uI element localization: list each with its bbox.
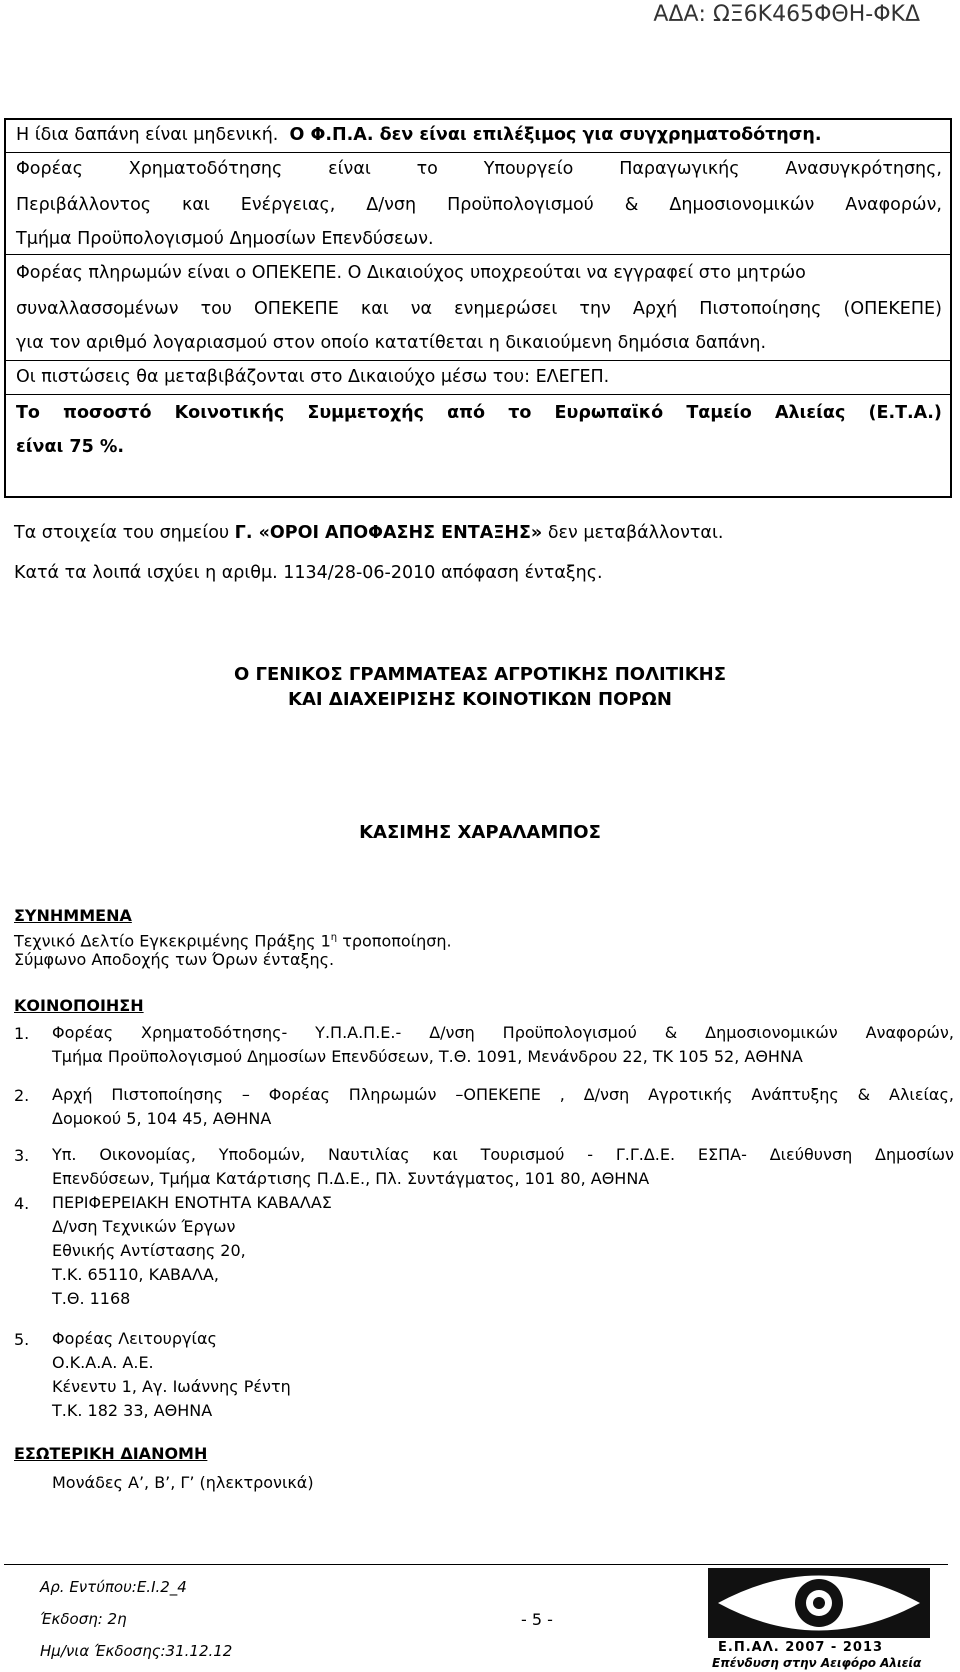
text: τροποποίηση. xyxy=(337,931,452,951)
issue-date: Ημ/νια Έκδοσης:31.12.12 xyxy=(40,1642,233,1660)
word: Το xyxy=(16,403,40,423)
notify-item-4-line-3: Εθνικής Αντίστασης 20, xyxy=(52,1241,246,1260)
vat-note: Ο Φ.Π.Α. δεν είναι επιλέξιμος για συγχρηματοδότηση. xyxy=(289,125,822,145)
word: Παραγωγικής xyxy=(619,159,740,179)
word: Δ/νση xyxy=(429,1023,475,1042)
decision-ref: Κατά τα λοιπά ισχύει η αριθμ. 1134/28-06-2010 απόφαση ένταξης. xyxy=(14,563,603,583)
text: Ο Δικαιούχος υποχρεούται να εγγραφεί στο μητρώο xyxy=(347,263,806,283)
word: Αναφορών, xyxy=(845,195,942,215)
word: Δημοσιονομικών xyxy=(669,195,815,215)
logo-line-2: Επένδυση στην Αειφόρο Αλιεία xyxy=(712,1656,922,1670)
text: Η ίδια δαπάνη είναι μηδενική. xyxy=(16,125,279,145)
word: Πληρωμών xyxy=(348,1085,437,1104)
word: το xyxy=(508,403,532,423)
word: ενημερώσει xyxy=(454,299,558,319)
box-line-3 xyxy=(16,194,942,216)
box-line-4: Τμήμα Προϋπολογισμού Δημοσίων Επενδύσεων. xyxy=(16,229,434,249)
word: Οικονομίας, xyxy=(99,1145,196,1164)
word: Διεύθυνση xyxy=(769,1145,853,1164)
box-line-1 xyxy=(16,124,822,146)
word: Υπ. xyxy=(52,1145,77,1164)
word: Ανάπτυξης xyxy=(751,1085,839,1104)
signatory-name: ΚΑΣΙΜΗΣ ΧΑΡΑΛΑΜΠΟΣ xyxy=(359,822,601,843)
notify-item-5-line-3: Κένεντυ 1, Αγ. Ιωάννης Ρέντη xyxy=(52,1377,291,1396)
word: Φορέας xyxy=(268,1085,330,1104)
word: την xyxy=(579,299,611,319)
word: ΕΣΠΑ- xyxy=(697,1145,747,1164)
text: Τα στοιχεία του σημείου xyxy=(14,523,230,543)
word: και xyxy=(432,1145,458,1164)
list-number: 5. xyxy=(14,1330,30,1349)
attachment-1 xyxy=(14,928,452,951)
edition: Έκδοση: 2η xyxy=(40,1610,127,1628)
box-line-6 xyxy=(16,298,942,320)
section-ref: Γ. «ΟΡΟΙ ΑΠΟΦΑΣΗΣ ΕΝΤΑΞΗΣ» xyxy=(234,523,543,543)
word: Χρηματοδότησης xyxy=(128,159,283,179)
word: Φορέας xyxy=(52,1023,114,1042)
notify-item-3-line-2: Επενδύσεων, Τμήμα Κατάρτισης Π.Δ.Ε., Πλ. Συντάγματος, 101 80, ΑΘΗΝΑ xyxy=(52,1169,650,1188)
word: ποσοστό xyxy=(63,403,152,423)
list-number: 3. xyxy=(14,1146,30,1165)
word: - xyxy=(587,1145,593,1164)
signatory-title-1: Ο ΓΕΝΙΚΟΣ ΓΡΑΜΜΑΤΕΑΣ ΑΓΡΟΤΙΚΗΣ ΠΟΛΙΤΙΚΗΣ xyxy=(233,664,727,685)
word: (ΟΠΕΚΕΠΕ) xyxy=(843,299,942,319)
notify-item-4-line-4: Τ.Κ. 65110, ΚΑΒΑΛΑ, xyxy=(52,1265,219,1284)
signatory-title-2: ΚΑΙ ΔΙΑΧΕΙΡΙΣΗΣ ΚΟΙΝΟΤΙΚΩΝ ΠΟΡΩΝ xyxy=(288,689,672,710)
box-line-7: για τον αριθμό λογαριασμού στον οποίο κατατίθεται η δικαιούμενη δημόσια δαπάνη. xyxy=(16,333,767,353)
word: & xyxy=(664,1023,678,1042)
word: είναι xyxy=(328,159,371,179)
eye-logo-icon xyxy=(708,1568,930,1638)
box-line-9 xyxy=(16,402,942,424)
notify-item-1-line-1 xyxy=(52,1022,954,1044)
word: Δημοσίων xyxy=(875,1145,954,1164)
word: Αλιείας xyxy=(774,403,846,423)
word: Αρχή xyxy=(52,1085,93,1104)
list-number: 2. xyxy=(14,1086,30,1105)
word: Κοινοτικής xyxy=(174,403,285,423)
form-number: Αρ. Εντύπου:Ε.Ι.2_4 xyxy=(40,1578,187,1596)
word: Γ.Γ.Δ.Ε. xyxy=(615,1145,676,1164)
word: Φορέας xyxy=(16,159,83,179)
word: συναλλασσομένων xyxy=(16,299,179,319)
word: & xyxy=(857,1085,871,1104)
word: Αναφορών, xyxy=(865,1023,954,1042)
word: & xyxy=(624,195,639,215)
word: Ευρωπαϊκό xyxy=(554,403,664,423)
notify-item-2-line-1 xyxy=(52,1084,954,1106)
word: Δ/νση xyxy=(583,1085,630,1104)
word: Ανασυγκρότησης, xyxy=(785,159,942,179)
notify-item-1-line-2: Τμήμα Προϋπολογισμού Δημοσίων Επενδύσεων, Τ.Θ. 1091, Μενάνδρου 22, ΤΚ 105 52, ΑΘΗΝΑ xyxy=(52,1047,803,1066)
word: Υποδομών, xyxy=(218,1145,306,1164)
notify-item-3-line-1 xyxy=(52,1144,954,1166)
divider xyxy=(6,394,950,395)
notify-item-2-line-2: Δομοκού 5, 104 45, ΑΘΗΝΑ xyxy=(52,1109,272,1128)
superscript: η xyxy=(330,932,338,943)
word: (Ε.Τ.Α.) xyxy=(868,403,942,423)
notify-item-5-line-1: Φορέας Λειτουργίας xyxy=(52,1329,217,1348)
notify-item-5-line-2: Ο.Κ.Α.Α. Α.Ε. xyxy=(52,1353,154,1372)
notify-heading: ΚΟΙΝΟΠΟΙΗΣΗ xyxy=(14,996,144,1015)
word: Πιστοποίησης xyxy=(111,1085,224,1104)
word: Υ.Π.Α.Π.Ε.- xyxy=(315,1023,402,1042)
word: Πιστοποίησης xyxy=(699,299,822,319)
footer-divider xyxy=(4,1564,948,1565)
word: Δ/νση xyxy=(366,195,417,215)
notify-item-4-line-1: ΠΕΡΙΦΕΡΕΙΑΚΗ ΕΝΟΤΗΤΑ ΚΑΒΑΛΑΣ xyxy=(52,1193,332,1212)
word: Ναυτιλίας xyxy=(327,1145,410,1164)
word: – xyxy=(241,1085,250,1104)
word: Προϋπολογισμού xyxy=(502,1023,637,1042)
box-line-2 xyxy=(16,158,942,180)
attachment-2: Σύμφωνο Αποδοχής των Όρων ένταξης. xyxy=(14,950,335,969)
divider xyxy=(6,152,950,153)
list-number: 1. xyxy=(14,1024,30,1043)
word: –ΟΠΕΚΕΠΕ xyxy=(455,1085,541,1104)
word: Υπουργείο xyxy=(483,159,574,179)
internal-heading: ΕΣΩΤΕΡΙΚΗ ΔΙΑΝΟΜΗ xyxy=(14,1444,208,1463)
notify-item-4-line-5: Τ.Θ. 1168 xyxy=(52,1289,131,1308)
box-line-5 xyxy=(16,262,806,284)
word: Περιβάλλοντος xyxy=(16,195,152,215)
word: ΟΠΕΚΕΠΕ xyxy=(254,299,339,319)
word: να xyxy=(410,299,433,319)
text: Τεχνικό Δελτίο Εγκεκριμένης Πράξης 1 xyxy=(14,931,331,951)
info-box xyxy=(4,118,952,498)
word: Δημοσιονομικών xyxy=(705,1023,838,1042)
word: Χρηματοδότησης- xyxy=(141,1023,288,1042)
notify-item-4-line-2: Δ/νση Τεχνικών Έργων xyxy=(52,1217,236,1236)
notify-item-5-line-4: Τ.Κ. 182 33, ΑΘΗΝΑ xyxy=(52,1401,213,1420)
ada-code: ΑΔΑ: ΩΞ6Κ465ΦΘΗ-ΦΚΔ xyxy=(653,2,920,27)
word: Ταμείο xyxy=(686,403,752,423)
word: Προϋπολογισμού xyxy=(447,195,594,215)
divider xyxy=(6,360,950,361)
box-line-8: Οι πιστώσεις θα μεταβιβάζονται στο Δικαιούχο μέσω του: ΕΛΕΓΕΠ. xyxy=(16,367,610,387)
internal-line: Μονάδες Α’, Β’, Γ’ (ηλεκτρονικά) xyxy=(52,1473,314,1492)
list-number: 4. xyxy=(14,1194,30,1213)
word: Συμμετοχής xyxy=(307,403,424,423)
word: από xyxy=(447,403,486,423)
word: Τουρισμού xyxy=(480,1145,565,1164)
word: και xyxy=(182,195,210,215)
epal-logo xyxy=(708,1568,930,1672)
text: Φορέας πληρωμών είναι ο ΟΠΕΚΕΠΕ. xyxy=(16,263,343,283)
word: του xyxy=(200,299,232,319)
unchanged-note xyxy=(14,522,723,544)
word: Αρχή xyxy=(632,299,678,319)
logo-line-1: Ε.Π.ΑΛ. 2007 - 2013 xyxy=(718,1640,884,1655)
word: , xyxy=(559,1085,565,1104)
word: Αγροτικής xyxy=(648,1085,733,1104)
word: Αλιείας, xyxy=(889,1085,954,1104)
page-number: - 5 - xyxy=(521,1610,553,1629)
word: Ενέργειας, xyxy=(240,195,336,215)
word: το xyxy=(416,159,438,179)
text: δεν μεταβάλλονται. xyxy=(547,523,724,543)
box-line-10: είναι 75 %. xyxy=(16,437,125,457)
attachments-heading: ΣΥΝΗΜΜΕΝΑ xyxy=(14,906,132,925)
divider xyxy=(6,254,950,255)
word: και xyxy=(360,299,389,319)
